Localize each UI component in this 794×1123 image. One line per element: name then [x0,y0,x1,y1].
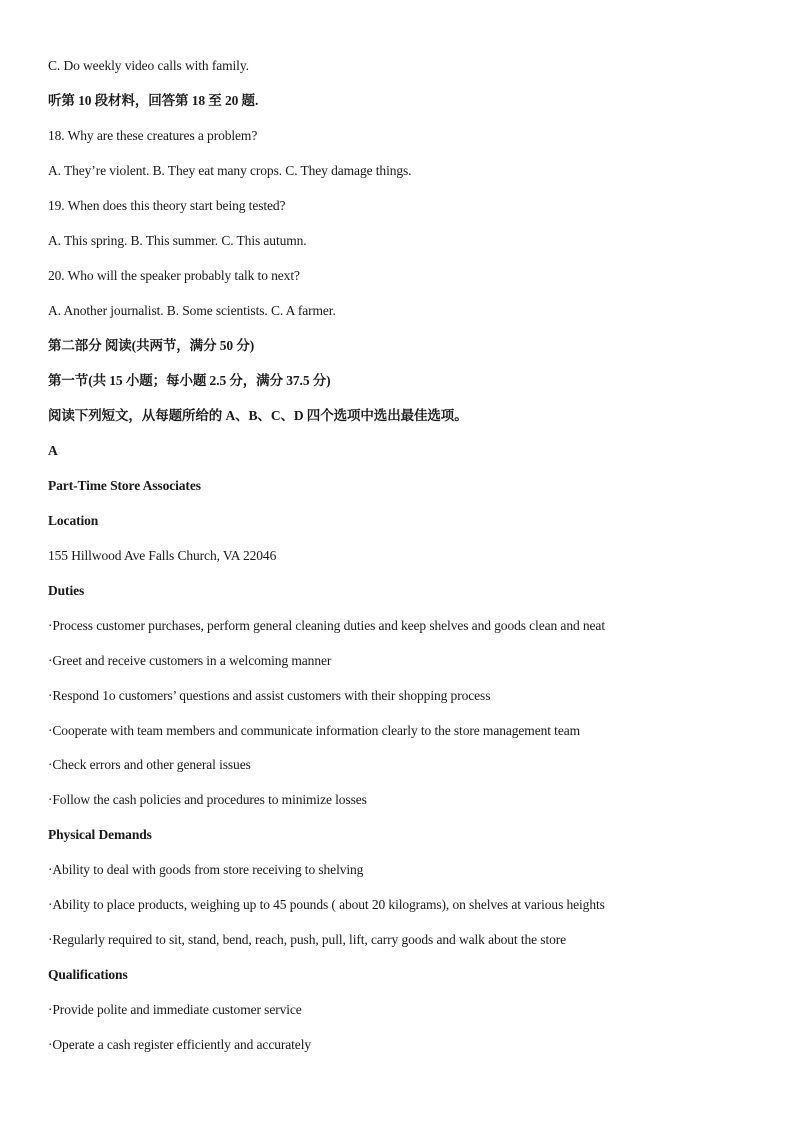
question-19: 19. When does this theory start being tested? [48,198,286,213]
instructions: 阅读下列短文，从每题所给的 A、B、C、D 四个选项中选出最佳选项。 [48,408,468,423]
list-item: ·Greet and receive customers in a welcoming manner [48,653,332,668]
subheading-location: Location [48,513,99,528]
section-heading: 听第 10 段材料，回答第 18 至 20 题. [48,93,259,108]
subheading-duties: Duties [48,583,85,598]
list-item: ·Process customer purchases, perform general cleaning duties and keep shelves and goods clean and neat [48,618,605,633]
part-heading: 第二部分 阅读(共两节，满分 50 分) [48,338,255,353]
subheading-physical-demands: Physical Demands [48,827,152,842]
passage-title: Part-Time Store Associates [48,478,201,493]
question-20: 20. Who will the speaker probably talk to next? [48,268,300,283]
list-item: ·Operate a cash register efficiently and accurately [48,1037,312,1052]
text-line: C. Do weekly video calls with family. [48,58,249,73]
question-18: 18. Why are these creatures a problem? [48,128,258,143]
list-item: ·Check errors and other general issues [48,757,251,772]
options-19: A. This spring. B. This summer. C. This autumn. [48,233,307,248]
passage-label: A [48,443,58,458]
list-item: ·Respond 1o customers’ questions and assist customers with their shopping process [48,688,491,703]
list-item: ·Ability to place products, weighing up to 45 pounds ( about 20 kilograms), on shelves at various heights [48,897,605,912]
subheading-qualifications: Qualifications [48,967,128,982]
list-item: ·Provide polite and immediate customer service [48,1002,302,1017]
options-18: A. They’re violent. B. They eat many crops. C. They damage things. [48,163,412,178]
options-20: A. Another journalist. B. Some scientists. C. A farmer. [48,303,336,318]
address-text: 155 Hillwood Ave Falls Church, VA 22046 [48,548,277,563]
list-item: ·Cooperate with team members and communicate information clearly to the store management team [48,723,581,738]
list-item: ·Follow the cash policies and procedures to minimize losses [48,792,367,807]
list-item: ·Ability to deal with goods from store receiving to shelving [48,862,364,877]
section-heading: 第一节(共 15 小题；每小题 2.5 分，满分 37.5 分) [48,373,331,388]
list-item: ·Regularly required to sit, stand, bend, reach, push, pull, lift, carry goods and walk about the store [48,932,567,947]
